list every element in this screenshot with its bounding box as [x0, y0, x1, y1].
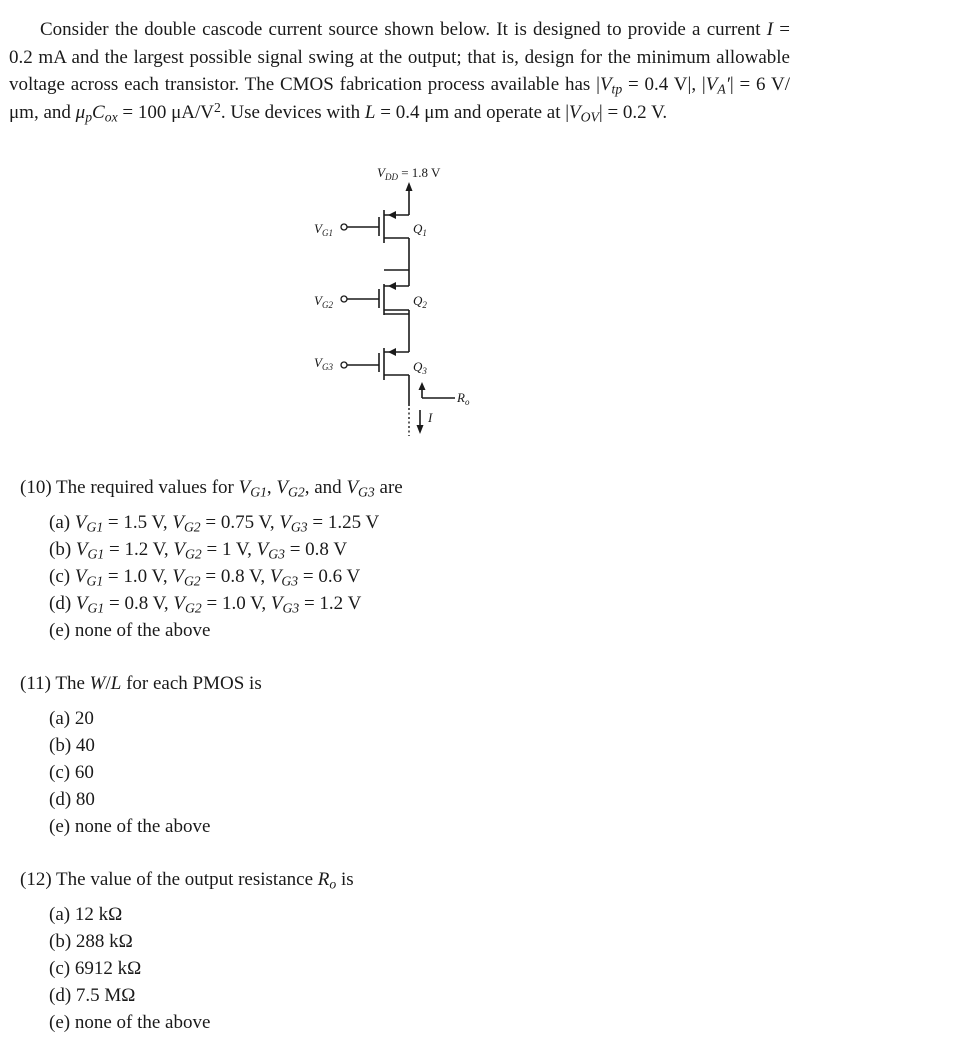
- cascode-circuit-diagram: [300, 160, 500, 440]
- q1-label: $Q_1$: [413, 221, 427, 238]
- var-Vov: $V_{OV}$: [569, 101, 599, 124]
- q12-option-c[interactable]: (c) 6912 kΩ: [49, 958, 142, 979]
- q11-option-e[interactable]: (e) none of the above: [49, 816, 211, 837]
- vg3-terminal: [341, 362, 347, 368]
- vg2-terminal: [341, 296, 347, 302]
- var-Vtp: $V_{tp}$: [599, 74, 623, 97]
- question-12: (12) The value of the output resistance $R_o$ is: [20, 869, 354, 892]
- q11-option-b[interactable]: (b) 40: [49, 735, 95, 756]
- current-arrow-icon: [417, 425, 424, 434]
- q1-source-arrow-icon: [388, 211, 396, 219]
- q10-option-e[interactable]: (e) none of the above: [49, 620, 211, 641]
- vg2-label: $V_{G2}$: [314, 293, 333, 310]
- q10-option-a[interactable]: (a) $V_{G1} = 1.5$ V, $V_{G2} = 0.75$ V, $V_{G3} = 1.25$ V: [49, 512, 380, 535]
- q2-source-arrow-icon: [388, 282, 396, 290]
- q10-option-c[interactable]: (c) $V_{G1} = 1.0$ V, $V_{G2} = 0.8$ V, $V_{G3} = 0.6$ V: [49, 566, 361, 589]
- question-10: (10) The required values for $V_{G1}$, $V_{G2}$, and $V_{G3}$ are: [20, 477, 403, 500]
- q12-option-a[interactable]: (a) 12 kΩ: [49, 904, 123, 925]
- intro-text-4: | = 6 V/μm, and: [9, 74, 791, 123]
- vg1-terminal: [341, 224, 347, 230]
- q11-option-c[interactable]: (c) 60: [49, 762, 94, 783]
- q12-option-b[interactable]: (b) 288 kΩ: [49, 931, 133, 952]
- current-label: I: [428, 410, 433, 425]
- intro-text-8: | = 0.2 V.: [598, 101, 668, 123]
- vdd-arrow-icon: [406, 182, 413, 191]
- intro-text-6: . Use devices with: [220, 101, 365, 123]
- var-VA: $V_A'$: [705, 74, 730, 97]
- intro-text-5: = 100 μA/V: [117, 101, 215, 123]
- ro-arrow-icon: [419, 382, 426, 390]
- ro-label: $R_o$: [457, 390, 470, 407]
- q10-option-d[interactable]: (d) $V_{G1} = 0.8$ V, $V_{G2} = 1.0$ V, $V_{G3} = 1.2$ V: [49, 593, 362, 616]
- vdd-label: $V_{DD} = 1.8$ V: [377, 165, 441, 182]
- q11-option-a[interactable]: (a) 20: [49, 708, 94, 729]
- var-I: I: [766, 19, 774, 40]
- intro-text-1: Consider the double cascode current source shown below. It is designed to provide a current: [40, 19, 761, 40]
- intro-text-7: = 0.4 μm and operate at |: [375, 101, 570, 123]
- var-L: L: [364, 101, 376, 123]
- vg1-label: $V_{G1}$: [314, 221, 333, 238]
- q3-source-arrow-icon: [388, 348, 396, 356]
- q3-label: $Q_3$: [413, 359, 427, 376]
- intro-text-2: = 0.2 mA and the largest possible signal swing at the output; that is, design for the minimum allowable voltage across each transistor. The CMOS fabrication process available has |: [9, 19, 790, 95]
- q11-option-d[interactable]: (d) 80: [49, 789, 95, 810]
- q2-label: $Q_2$: [413, 293, 427, 310]
- problem-statement: Consider the double cascode current source shown below. It is designed to provide a current I = 0.2 mA and the largest possible signal swing at the output; that is, design for the minimum allowable voltage across each transistor. The CMOS fabrication process available has $|V_{tp} = 0.4$ V|, $|V_A'| = 6$ V/μm, and $\mu_pC_{ox} = 100$ $\mu A/V^2$. Use devices with L = 0.4 μm and operate at $|V_{OV}| = 0.2$ V.: [9, 19, 791, 124]
- q12-option-d[interactable]: (d) 7.5 MΩ: [49, 985, 136, 1006]
- question-11: (11) The W/L for each PMOS is: [20, 673, 262, 694]
- q10-option-b[interactable]: (b) $V_{G1} = 1.2$ V, $V_{G2} = 1$ V, $V_{G3} = 0.8$ V: [49, 539, 348, 562]
- q12-option-e[interactable]: (e) none of the above: [49, 1012, 211, 1033]
- intro-text-3: = 0.4 V|, |: [622, 74, 706, 95]
- var-upCox: $\mu_pC_{ox}$: [75, 101, 118, 124]
- vg3-label: $V_{G3}$: [314, 355, 333, 372]
